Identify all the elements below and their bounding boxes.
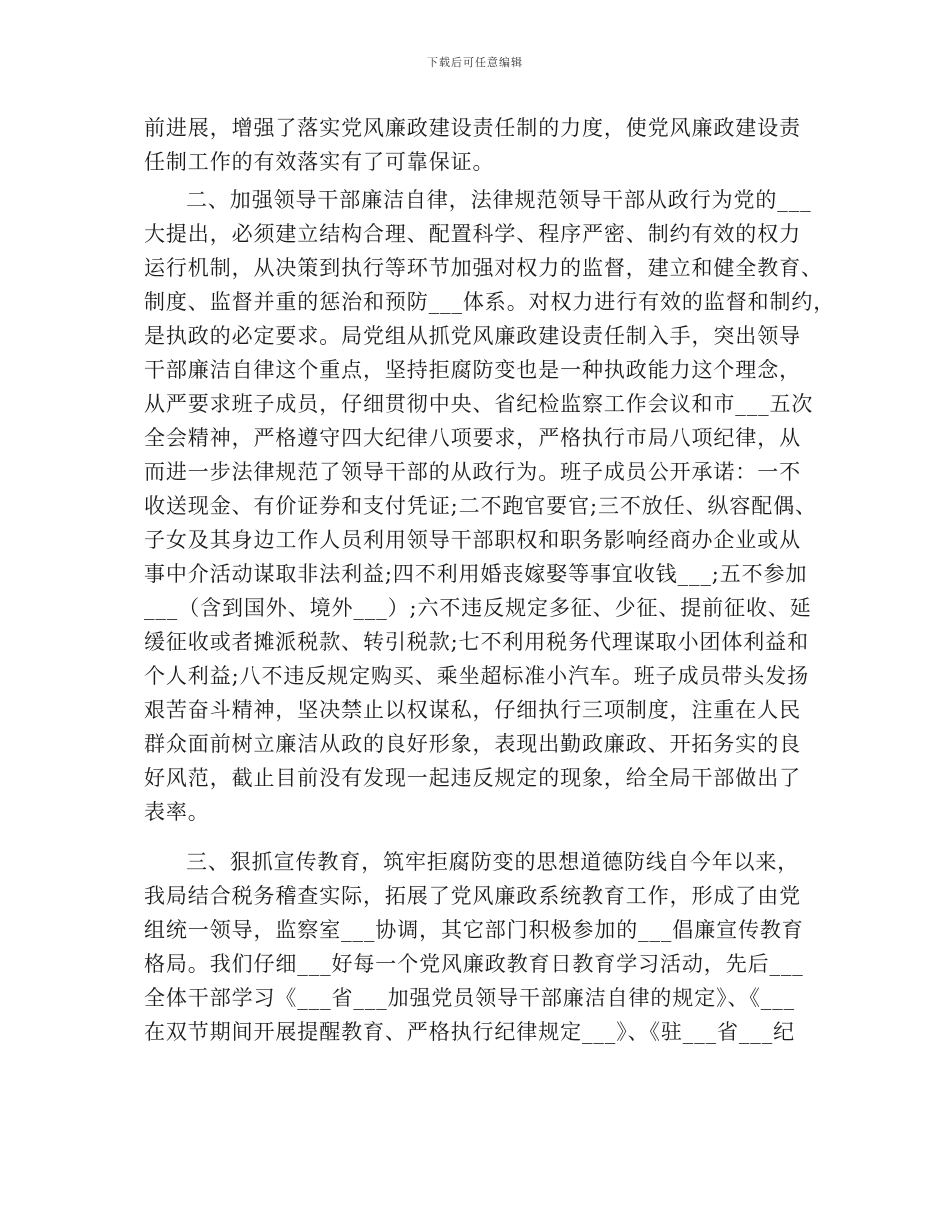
text-line: 我局结合税务稽查实际，拓展了党风廉政系统教育工作，形成了由党	[144, 884, 801, 908]
text-line: 格局。我们仔细___好每一个党风廉政教育日教育学习活动，先后___	[144, 952, 804, 976]
text-line: 事中介活动谋取非法利益;四不利用婚丧嫁娶等事宜收钱___;五不参加	[144, 562, 808, 586]
text-line: 个人利益;八不违反规定购买、乘坐超标准小汽车。班子成员带头发扬	[144, 664, 809, 688]
text-line: 是执政的必定要求。局党组从抓党风廉政建设责任制入手，突出领导	[144, 324, 801, 348]
section-two-heading-line: 二、加强领导干部廉洁自律，法律规范领导干部从政行为党的___	[186, 188, 812, 212]
text-line: 表率。	[144, 800, 210, 824]
text-line: 收送现金、有价证券和支付凭证;二不跑官要官;三不放任、纵容配偶、	[144, 494, 817, 518]
section-three-heading-line: 三、狠抓宣传教育，筑牢拒腐防变的思想道德防线自今年以来，	[186, 850, 800, 874]
text-line: 大提出，必须建立结构合理、配置科学、程序严密、制约有效的权力	[144, 222, 801, 246]
text-line: 好风范，截止目前没有发现一起违反规定的现象，给全局干部做出了	[144, 766, 801, 790]
text-line: 任制工作的有效落实有了可靠保证。	[144, 150, 495, 174]
text-line: 群众面前树立廉洁从政的良好形象，表现出勤政廉政、开拓务实的良	[144, 732, 801, 756]
text-line: 缓征收或者摊派税款、转引税款;七不利用税务代理谋取小团体利益和	[144, 630, 809, 654]
text-line: 在双节期间开展提醒教育、严格执行纪律规定___》、《驻___省___纪	[144, 1020, 795, 1044]
text-line: 子女及其身边工作人员利用领导干部职权和职务影响经商办企业或从	[144, 528, 801, 552]
text-line: 从严要求班子成员，仔细贯彻中央、省纪检监察工作会议和市___五次	[144, 392, 814, 416]
text-line: 制度、监督并重的惩治和预防___体系。对权力进行有效的监督和制约，	[144, 290, 836, 314]
text-line: 而进一步法律规范了领导干部的从政行为。班子成员公开承诺：一不	[144, 460, 801, 484]
text-line: 运行机制，从决策到执行等环节加强对权力的监督，建立和健全教育、	[144, 256, 823, 280]
text-line: ___（含到国外、境外___）;六不违反规定多征、少征、提前征收、延	[144, 596, 812, 620]
text-line: 全体干部学习《___省___加强党员领导干部廉洁自律的规定》、《___	[144, 986, 795, 1010]
page-header: 下载后可任意编辑	[427, 56, 523, 69]
text-line: 干部廉洁自律这个重点，坚持拒腐防变也是一种执政能力这个理念，	[144, 358, 801, 382]
text-line: 全会精神，严格遵守四大纪律八项要求，严格执行市局八项纪律，从	[144, 426, 801, 450]
text-line: 组统一领导，监察室___协调，其它部门积极参加的___倡廉宣传教育	[144, 918, 804, 942]
text-line: 艰苦奋斗精神，坚决禁止以权谋私，仔细执行三项制度，注重在人民	[144, 698, 801, 722]
text-line: 前进展，增强了落实党风廉政建设责任制的力度，使党风廉政建设责	[144, 116, 801, 140]
